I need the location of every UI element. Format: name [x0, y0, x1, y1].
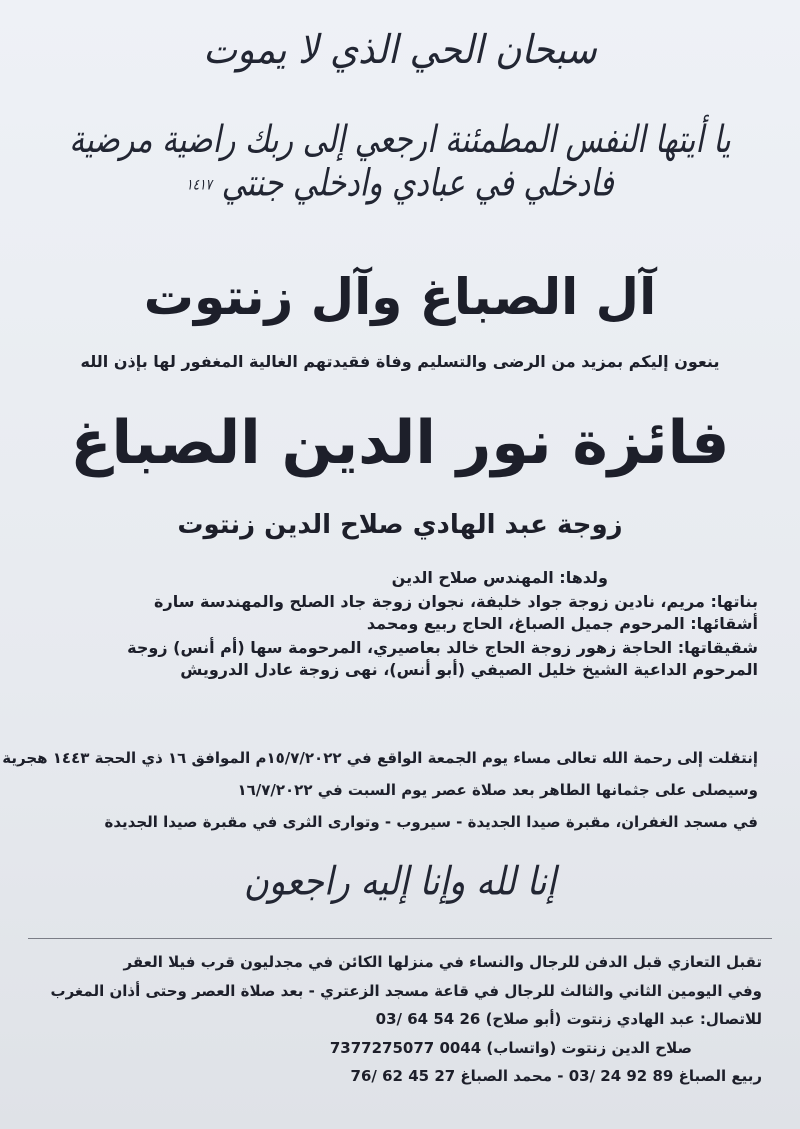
verse-calligraphy	[0, 119, 800, 205]
family-list	[40, 567, 758, 681]
footer-calligraphy: إنا لله وإنا إليه راجعون	[243, 859, 557, 905]
family-sisters-2: المرحوم الداعية الشيخ خليل الصيفي (أبو أنس)، نهى زوجة عادل الدرويش	[180, 660, 758, 679]
announcement-intro: ينعون إليكم بمزيد من الرضى والتسليم وفاة فقيدتهم الغالية المغفور لها بإذن الله	[80, 352, 720, 371]
families-title: آل الصباغ وآل زنتوت	[143, 268, 657, 326]
notice-line-3: في مسجد الغفران، مقبرة صيدا الجديدة - سيروب - وتوارى الثرى في مقبرة صيدا الجديدة	[104, 813, 758, 831]
header-calligraphy: سبحان الحي الذي لا يموت	[203, 27, 597, 74]
verse-text: يا أيتها النفس المطمئنة ارجعي إلى ربك راضية مرضية فادخلي في عبادي وادخلي جنتي	[69, 118, 731, 205]
notice-line-1: إنتقلت إلى رحمة الله تعالى مساء يوم الجمعة الواقع في ١٥/٧/٢٠٢٢م الموافق ١٦ ذي الحجة ١٤٤٣ هجرية	[2, 749, 758, 767]
family-brothers: أشقائها: المرحوم جميل الصباغ، الحاج ربيع ومحمد	[366, 614, 758, 633]
verse-reference: ١٤١٧	[186, 175, 213, 193]
contact-line-3: ربيع الصباغ 89 92 24 /03 - محمد الصباغ 27 45 62 /76	[350, 1067, 762, 1085]
family-sisters-1: شقيقاتها: الحاجة زهور زوجة الحاج خالد بعاصيري، المرحومة سها (أم أنس) زوجة	[127, 638, 758, 657]
deceased-name: فائزة نور الدين الصباغ	[70, 408, 730, 478]
condolences-line-1: تقبل التعازي قبل الدفن للرجال والنساء في منزلها الكائن في مجدليون قرب فيلا العقر	[123, 953, 762, 971]
husband-line: زوجة عبد الهادي صلاح الدين زنتوت	[177, 510, 623, 540]
condolences-info	[38, 948, 762, 1091]
condolences-line-2: وفي اليومين الثاني والثالث للرجال في قاعة مسجد الزعتري - بعد صلاة العصر وحتى أذان المغرب	[50, 981, 762, 1000]
contact-line-1: للاتصال: عبد الهادي زنتوت (أبو صلاح) 26 54 64 /03	[375, 1010, 762, 1028]
section-divider	[28, 938, 772, 939]
family-son: ولدها: المهندس صلاح الدين	[391, 568, 608, 587]
funeral-notice	[2, 742, 758, 838]
notice-line-2: وسيصلى على جثمانها الطاهر بعد صلاة عصر يوم السبت في ١٦/٧/٢٠٢٢	[237, 781, 758, 799]
family-daughters: بناتها: مريم، نادين زوجة جواد خليفة، نجوان زوجة جاد الصلح والمهندسة سارة	[154, 592, 758, 611]
contact-line-2: صلاح الدين زنتوت (واتساب) 0044 7377275077	[329, 1038, 692, 1057]
